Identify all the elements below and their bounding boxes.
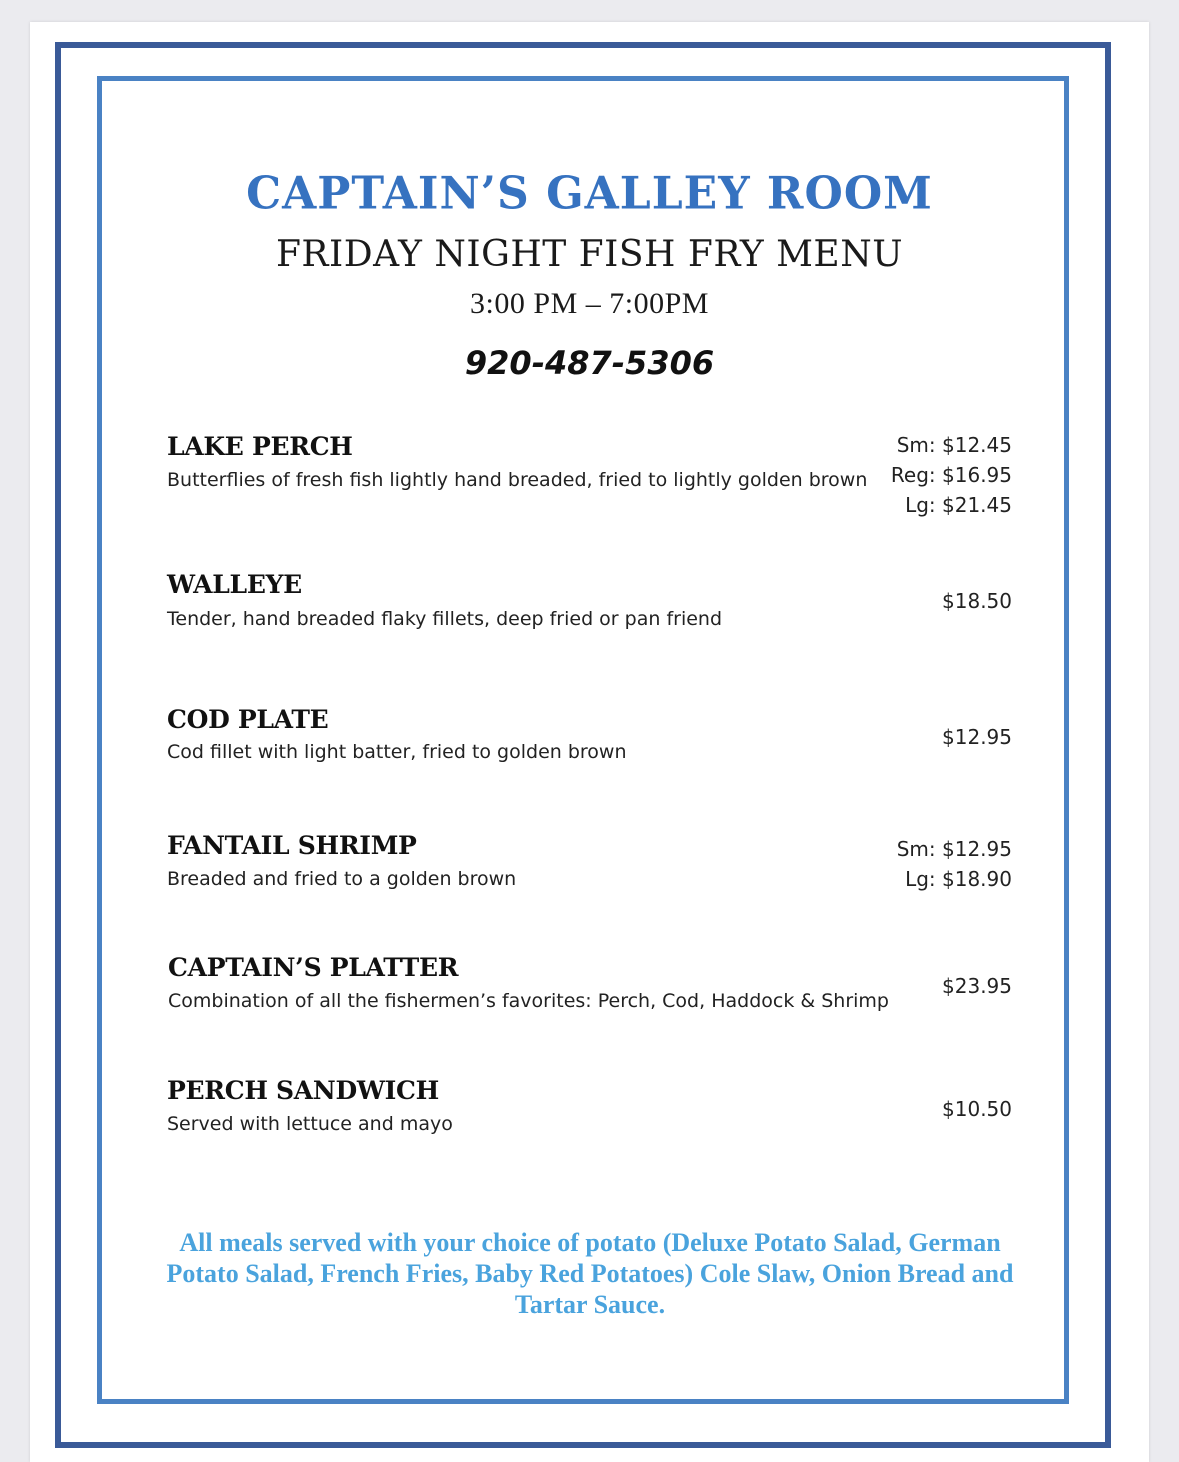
item-prices-walleye	[942, 586, 1012, 616]
sides-note: All meals served with your choice of potato (Deluxe Potato Salad, German Potato Salad, French Fries, Baby Red Potatoes) Cole Slaw, Onion Bread and Tartar Sauce.	[166, 1228, 1014, 1319]
item-prices-captains-platter	[942, 971, 1012, 1001]
price-large: Lg: $18.90	[905, 867, 1012, 891]
price: $10.50	[942, 1097, 1012, 1121]
restaurant-title: CAPTAIN’S GALLEY ROOM	[246, 167, 933, 220]
service-hours: 3:00 PM – 7:00PM	[470, 287, 709, 320]
item-name-cod-plate: COD PLATE	[167, 705, 329, 734]
phone-number: 920-487-5306	[464, 344, 715, 382]
item-name-fantail-shrimp: FANTAIL SHRIMP	[167, 831, 417, 860]
item-desc-cod-plate: Cod fillet with light batter, fried to golden brown	[167, 741, 627, 763]
price-small: Sm: $12.95	[896, 837, 1012, 861]
item-name-perch-sandwich: PERCH SANDWICH	[167, 1076, 439, 1105]
item-desc-walleye: Tender, hand breaded flaky fillets, deep fried or pan friend	[167, 608, 723, 630]
item-name-walleye: WALLEYE	[167, 570, 302, 599]
item-prices-lake-perch	[891, 430, 1012, 520]
item-prices-fantail-shrimp	[897, 834, 1012, 894]
price-regular: Reg: $16.95	[890, 463, 1012, 487]
item-prices-perch-sandwich	[942, 1094, 1012, 1124]
item-desc-fantail-shrimp: Breaded and fried to a golden brown	[167, 868, 517, 890]
item-name-lake-perch: LAKE PERCH	[167, 432, 353, 461]
menu-subtitle: FRIDAY NIGHT FISH FRY MENU	[275, 234, 904, 275]
price: $23.95	[942, 974, 1012, 998]
item-prices-cod-plate	[942, 722, 1012, 752]
price: $18.50	[942, 589, 1012, 613]
item-name-captains-platter: CAPTAIN’S PLATTER	[168, 953, 459, 982]
item-desc-lake-perch: Butterflies of fresh fish lightly hand breaded, fried to lightly golden brown	[167, 469, 868, 491]
price-large: Lg: $21.45	[905, 493, 1012, 517]
item-desc-perch-sandwich: Served with lettuce and mayo	[167, 1113, 453, 1135]
inner-border	[97, 76, 1069, 1404]
price: $12.95	[942, 725, 1012, 749]
item-desc-captains-platter: Combination of all the fishermen’s favorites: Perch, Cod, Haddock & Shrimp	[168, 990, 889, 1012]
price-small: Sm: $12.45	[896, 433, 1012, 457]
